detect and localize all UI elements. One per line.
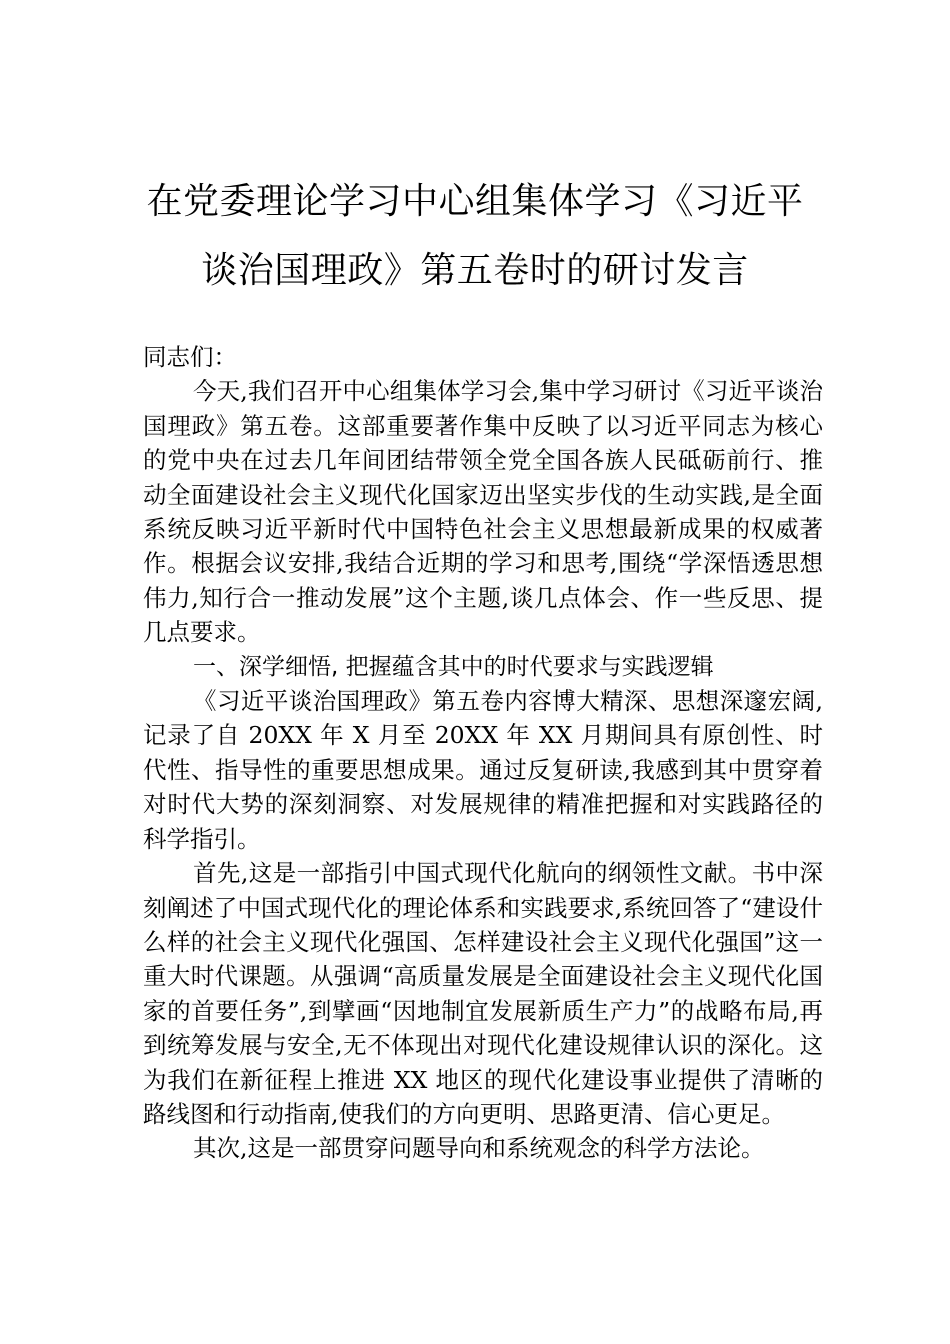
paragraph-section1-first: 首先,这是一部指引中国式现代化航向的纲领性文献。书中深刻阐述了中国式现代化的理论体系和实践要求,系统回答了“建设什么样的社会主义现代化强国、怎样建设社会主义现代化强国”这一重大时代课题。从强调“高质量发展是全面建设社会主义现代化国家的首要任务”,到擘画“因地制宜发展新质生产力”的战略布局,再到统筹发展与安全,无不体现出对现代化建设规律认识的深化。这为我们在新征程上推进 XX 地区的现代化建设事业提供了清晰的路线图和行动指南,使我们的方向更明、思路更清、信心更足。 [143, 859, 823, 1128]
paragraph-intro: 今天,我们召开中心组集体学习会,集中学习研讨《习近平谈治国理政》第五卷。这部重要著作集中反映了以习近平同志为核心的党中央在过去几年间团结带领全党全国各族人民砥砺前行、推动全面建设社会主义现代化国家迈出坚实步伐的生动实践,是全面系统反映习近平新时代中国特色社会主义思想最新成果的权威著作。根据会议安排,我结合近期的学习和思考,围绕“学深悟透思想伟力,知行合一推动发展”这个主题,谈几点体会、作一些反思、提几点要求。 [143, 377, 823, 647]
paragraph-section1-overview: 《习近平谈治国理政》第五卷内容博大精深、思想深邃宏阔,记录了自 20XX 年 X 月至 20XX 年 XX 月期间具有原创性、时代性、指导性的重要思想成果。通过反复研读,我感到其中贯穿着对时代大势的深刻洞察、对发展规律的精准把握和对实践路径的科学指引。 [143, 687, 823, 853]
section-heading-1: 一、深学细悟, 把握蕴含其中的时代要求与实践逻辑 [193, 653, 714, 680]
paragraph-section1-second: 其次,这是一部贯穿问题导向和系统观念的科学方法论。 [193, 1134, 765, 1163]
document-body [143, 340, 823, 1166]
salutation: 同志们： [143, 343, 237, 371]
document-title-line-2: 谈治国理政》第五卷时的研讨发言 [201, 250, 749, 291]
document-title-line-1: 在党委理论学习中心组集体学习《习近平 [146, 181, 804, 222]
